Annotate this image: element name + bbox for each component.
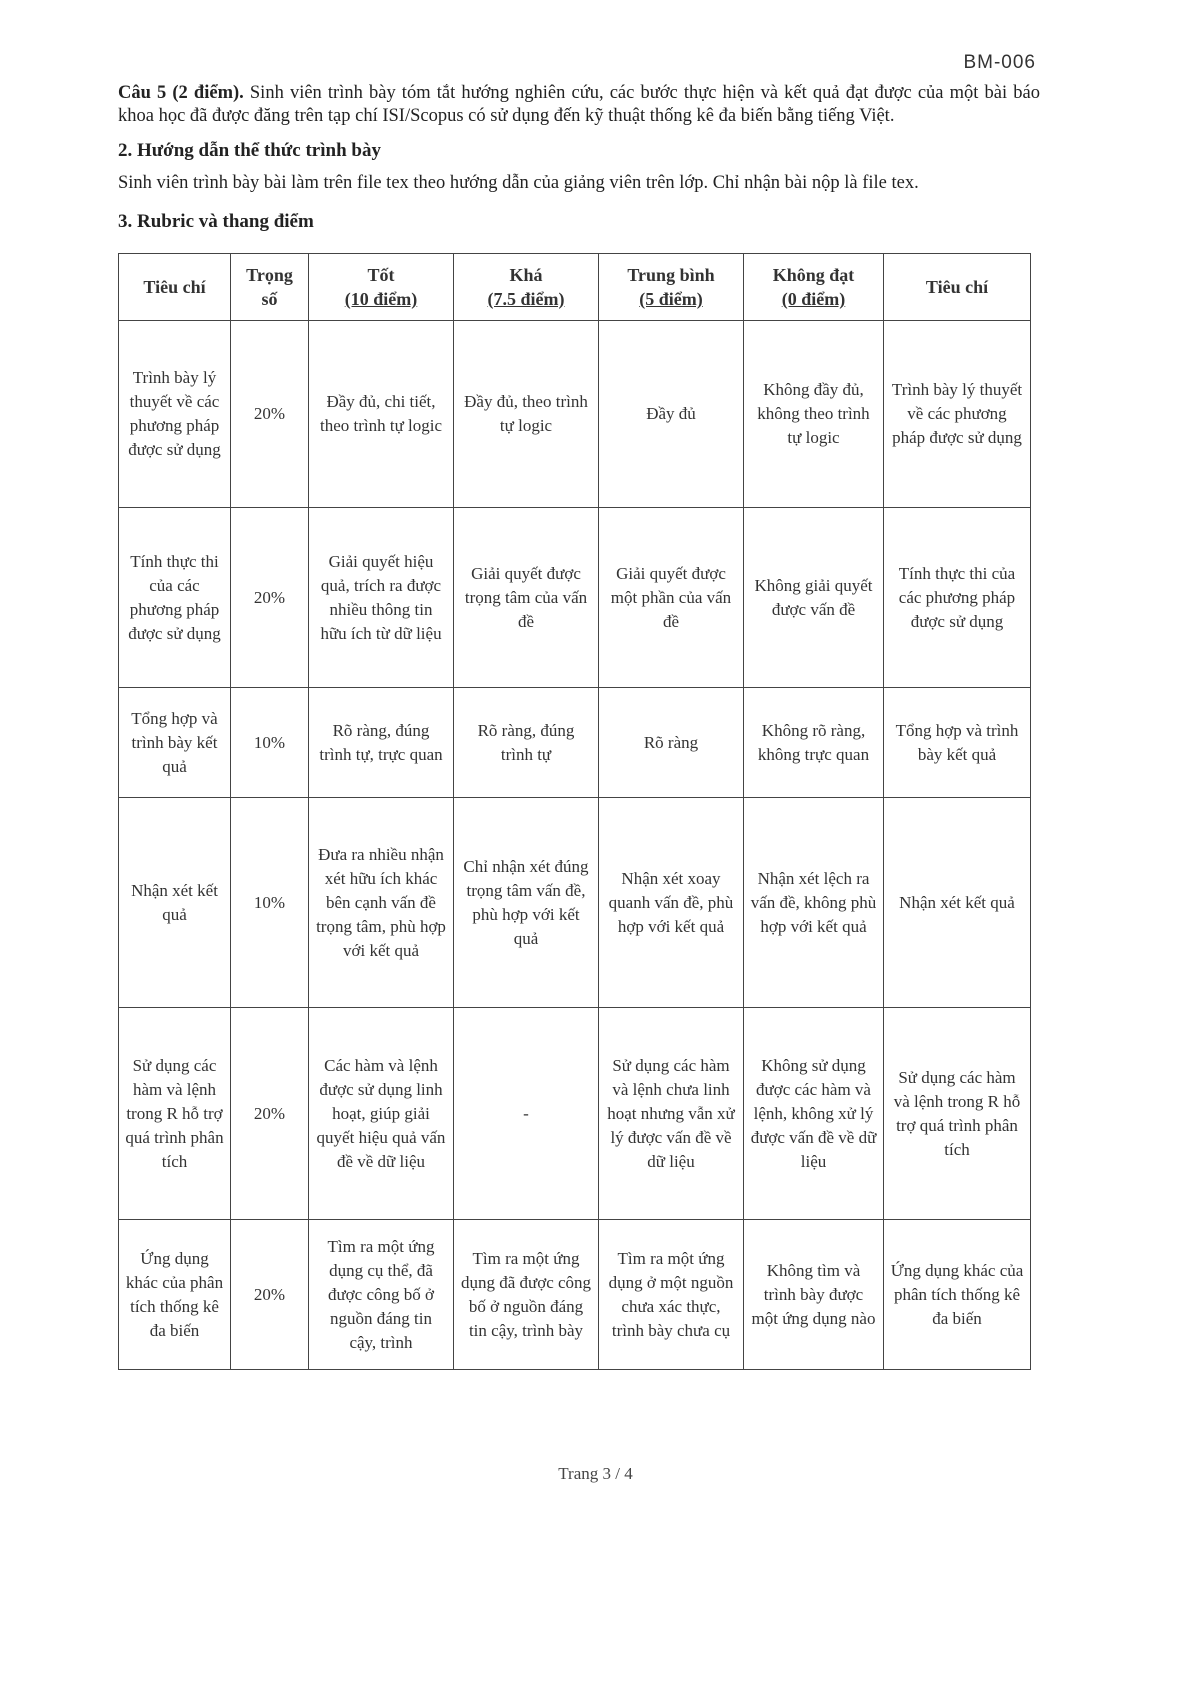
cell-good: Tìm ra một ứng dụng cụ thể, đã được công bố ở nguồn đáng tin cậy, trình bbox=[309, 1220, 454, 1370]
cell-weight: 20% bbox=[231, 1008, 309, 1220]
cell-criteria-repeat: Tính thực thi của các phương pháp được sử dụng bbox=[884, 508, 1031, 688]
cell-fair: Rõ ràng, đúng trình tự bbox=[454, 688, 599, 798]
cell-average: Đầy đủ bbox=[599, 321, 744, 508]
header-average bbox=[599, 254, 744, 321]
cell-weight: 20% bbox=[231, 1220, 309, 1370]
cell-fail: Không đầy đủ, không theo trình tự logic bbox=[744, 321, 884, 508]
header-weight: Trọng số bbox=[231, 254, 309, 321]
cell-average: Rõ ràng bbox=[599, 688, 744, 798]
cell-criteria: Tổng hợp và trình bày kết quả bbox=[119, 688, 231, 798]
cell-weight: 10% bbox=[231, 688, 309, 798]
cell-fair: Đầy đủ, theo trình tự logic bbox=[454, 321, 599, 508]
section-2-text: Sinh viên trình bày bài làm trên file tex theo hướng dẫn của giảng viên trên lớp. Chỉ nhận bài nộp là file tex. bbox=[118, 173, 919, 193]
cell-fair: - bbox=[454, 1008, 599, 1220]
cell-good: Các hàm và lệnh được sử dụng linh hoạt, giúp giải quyết hiệu quả vấn đề về dữ liệu bbox=[309, 1008, 454, 1220]
table-row bbox=[119, 1008, 1031, 1220]
cell-criteria: Trình bày lý thuyết về các phương pháp được sử dụng bbox=[119, 321, 231, 508]
cell-criteria: Sử dụng các hàm và lệnh trong R hỗ trợ quá trình phân tích bbox=[119, 1008, 231, 1220]
header-good bbox=[309, 254, 454, 321]
cell-criteria-repeat: Trình bày lý thuyết về các phương pháp được sử dụng bbox=[884, 321, 1031, 508]
cell-average: Sử dụng các hàm và lệnh chưa linh hoạt nhưng vẫn xử lý được vấn đề về dữ liệu bbox=[599, 1008, 744, 1220]
cell-fair: Chỉ nhận xét đúng trọng tâm vấn đề, phù hợp với kết quả bbox=[454, 798, 599, 1008]
cell-good: Đưa ra nhiều nhận xét hữu ích khác bên cạnh vấn đề trọng tâm, phù hợp với kết quả bbox=[309, 798, 454, 1008]
header-fail bbox=[744, 254, 884, 321]
table-row bbox=[119, 321, 1031, 508]
cell-fail: Không rõ ràng, không trực quan bbox=[744, 688, 884, 798]
document-code: BM-006 bbox=[963, 52, 1036, 73]
cell-criteria: Nhận xét kết quả bbox=[119, 798, 231, 1008]
cell-weight: 20% bbox=[231, 321, 309, 508]
table-row bbox=[119, 508, 1031, 688]
cell-fail: Nhận xét lệch ra vấn đề, không phù hợp với kết quả bbox=[744, 798, 884, 1008]
header-criteria-repeat: Tiêu chí bbox=[884, 254, 1031, 321]
section-3-title: 3. Rubric và thang điểm bbox=[118, 211, 314, 232]
page-number: Trang 3 / 4 bbox=[558, 1464, 633, 1483]
header-fair-label: Khá bbox=[509, 265, 543, 285]
cell-criteria-repeat: Tổng hợp và trình bày kết quả bbox=[884, 688, 1031, 798]
question-5 bbox=[118, 82, 1040, 128]
header-fail-label: Không đạt bbox=[772, 265, 855, 285]
header-average-label: Trung bình bbox=[627, 265, 715, 285]
cell-average: Tìm ra một ứng dụng ở một nguồn chưa xác thực, trình bày chưa cụ bbox=[599, 1220, 744, 1370]
section-2-title: 2. Hướng dẫn thể thức trình bày bbox=[118, 140, 381, 161]
rubric-table bbox=[118, 253, 1031, 1370]
cell-average: Giải quyết được một phần của vấn đề bbox=[599, 508, 744, 688]
cell-fair: Giải quyết được trọng tâm của vấn đề bbox=[454, 508, 599, 688]
table-row bbox=[119, 798, 1031, 1008]
header-criteria: Tiêu chí bbox=[119, 254, 231, 321]
header-fail-score: (0 điểm) bbox=[781, 289, 846, 309]
cell-weight: 10% bbox=[231, 798, 309, 1008]
cell-criteria: Tính thực thi của các phương pháp được sử dụng bbox=[119, 508, 231, 688]
question-5-label: Câu 5 (2 điểm). bbox=[118, 83, 244, 103]
cell-criteria-repeat: Ứng dụng khác của phân tích thống kê đa biến bbox=[884, 1220, 1031, 1370]
cell-fail: Không sử dụng được các hàm và lệnh, không xử lý được vấn đề về dữ liệu bbox=[744, 1008, 884, 1220]
cell-good: Rõ ràng, đúng trình tự, trực quan bbox=[309, 688, 454, 798]
cell-fail: Không tìm và trình bày được một ứng dụng nào bbox=[744, 1220, 884, 1370]
cell-good: Đầy đủ, chi tiết, theo trình tự logic bbox=[309, 321, 454, 508]
header-fair bbox=[454, 254, 599, 321]
question-5-text: Sinh viên trình bày tóm tắt hướng nghiên cứu, các bước thực hiện và kết quả đạt được của một bài báo khoa học đã được đăng trên tạp chí ISI/Scopus có sử dụng đến kỹ thuật thống kê đa biến bằng tiếng Việt. bbox=[118, 83, 1040, 126]
cell-weight: 20% bbox=[231, 508, 309, 688]
page-content bbox=[118, 82, 1040, 1370]
cell-average: Nhận xét xoay quanh vấn đề, phù hợp với kết quả bbox=[599, 798, 744, 1008]
cell-fail: Không giải quyết được vấn đề bbox=[744, 508, 884, 688]
header-good-score: (10 điểm) bbox=[344, 289, 418, 309]
table-row bbox=[119, 688, 1031, 798]
cell-good: Giải quyết hiệu quả, trích ra được nhiều thông tin hữu ích từ dữ liệu bbox=[309, 508, 454, 688]
cell-fair: Tìm ra một ứng dụng đã được công bố ở nguồn đáng tin cậy, trình bày bbox=[454, 1220, 599, 1370]
header-good-label: Tốt bbox=[367, 265, 395, 285]
header-fair-score: (7.5 điểm) bbox=[487, 289, 565, 309]
cell-criteria-repeat: Nhận xét kết quả bbox=[884, 798, 1031, 1008]
header-average-score: (5 điểm) bbox=[639, 289, 703, 309]
cell-criteria-repeat: Sử dụng các hàm và lệnh trong R hỗ trợ quá trình phân tích bbox=[884, 1008, 1031, 1220]
rubric-header-row bbox=[119, 254, 1031, 321]
cell-criteria: Ứng dụng khác của phân tích thống kê đa biến bbox=[119, 1220, 231, 1370]
table-row bbox=[119, 1220, 1031, 1370]
